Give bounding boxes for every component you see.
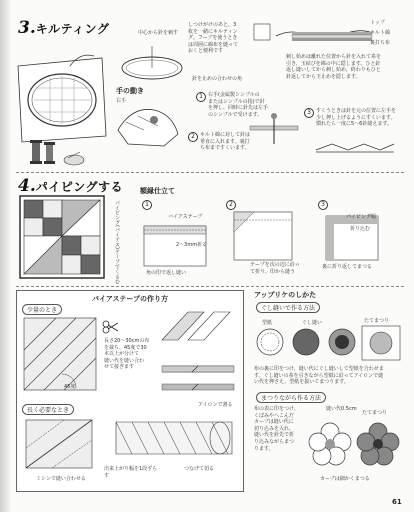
applique-heading: アップリケのしかた <box>254 291 317 299</box>
quilting-start-description: 刺し始めは離れた位置から針を入れて糸を 引き、玉結びを綿の中に隠します。ひと針 返し縫いしてから刺し始め、終わりもひと 針返してから玉止めを隠します。 <box>286 54 382 80</box>
label-allowance-0-5cm: 縫い代0.5cm <box>326 406 357 412</box>
hand-step-1: 右手(金属製シンブルの またはシンブルの指)で針 を押し、同時に針先は左手 のシンブルで受けます。 <box>208 92 269 118</box>
hand-movement-heading: 手の動き <box>116 87 144 95</box>
few-amount-description: 長さ20〜30cmの布 を裁ち、45度で30 本以上が分けて 縫い代を縫い合わ せて接ぎます <box>104 338 150 371</box>
long-amount-heading: 長く必要なとき <box>22 404 74 415</box>
label-iron-press: アイロンで割る <box>198 402 233 408</box>
section-divider-2 <box>16 286 404 287</box>
quilting-hoop-illustration <box>14 48 109 148</box>
note-center: 中心から針を刺す <box>138 30 179 36</box>
page-binding-shadow <box>0 0 10 512</box>
step-3-marker: 3 <box>304 108 314 118</box>
label-shift-width: 出来上がり幅を1段ずらす <box>104 466 158 479</box>
step-2-marker: 2 <box>188 132 198 142</box>
label-gather-stitch: ぐし縫い <box>302 320 323 326</box>
scissors-icon <box>102 320 120 334</box>
step-1-marker: 1 <box>196 92 206 102</box>
hoop-with-hand-illustration <box>118 44 190 82</box>
frame-step-2-caption: テープを次の辺に沿っ て折り、印から縫う <box>250 262 300 275</box>
label-batting: キルト綿 <box>370 30 390 36</box>
section-3-heading <box>18 18 109 38</box>
joining-strips-diagram <box>158 306 238 398</box>
square-fabric-cut-diagram <box>24 418 94 470</box>
applique-method-1-description: 布の裏に印をつけ、縫い代にぐし縫いして型紙を合わせま す。ぐし縫いの糸を引きながら型紙に沿ってアイロンで縫 い代を押さえ、型紙を抜いてまつります。 <box>254 366 384 386</box>
page-number: 61 <box>392 498 402 506</box>
section-4-number: 4. <box>18 176 36 196</box>
label-bias-tape: バイアステープ <box>168 214 203 220</box>
label-blind-stitch-2: たてまつり <box>362 410 388 416</box>
needle-through-layers-illustration <box>246 112 302 152</box>
label-template: 型紙 <box>262 320 273 326</box>
section-4-title: パイピングする <box>35 180 124 194</box>
label-piping-width: パイピング幅 <box>346 214 376 220</box>
piping-side-label: パイピング(バイアス)テープでくるむ <box>114 200 120 284</box>
frame-step-3-marker: 3 <box>318 200 328 210</box>
hand-step-2: キルト綿に対して針は 垂直に入れます。裏打 ち布まですくいます。 <box>200 132 250 152</box>
rocking-stitch-illustration <box>312 138 398 158</box>
few-amount-heading: 少量のとき <box>22 304 62 315</box>
label-pin: 針を止めの合わせの角 <box>192 76 243 82</box>
label-curve-fine-stitch: カーブは細かくまつる <box>320 476 370 482</box>
flower-applique-diagram <box>308 414 404 474</box>
section-3-number: 3. <box>18 18 36 38</box>
applique-method-2-description: 布の表に印をつけ、 くぼみやへこんだ カーブは縫い代に 切り込みを入れ、 縫い代を針先で折 り込みながらまつ ります。 <box>254 406 299 452</box>
thread-spools-icon <box>28 138 88 168</box>
label-45-degrees: 45度 <box>64 384 76 390</box>
label-top: トップ <box>370 20 385 26</box>
label-cut-continuously: つなげて切る <box>184 466 215 472</box>
frame-step-3-caption: 裏に折り返してまつる <box>322 264 373 270</box>
diagonal-fabric-cut-diagram <box>22 316 100 394</box>
frame-step-2-diagram <box>226 206 296 262</box>
gather-stitch-applique-diagram <box>254 318 404 364</box>
label-corner-backstitch: 角の印で返し縫い <box>146 270 187 276</box>
hands-sewing-illustration <box>114 100 184 150</box>
label-fold-in: 折り込む <box>350 226 371 232</box>
frame-step-2-marker: 2 <box>226 200 236 210</box>
frame-finish-heading: 額縁仕立て <box>140 187 175 195</box>
applique-method-2-heading: まつりながら作る方法 <box>256 392 326 403</box>
label-blind-stitch: たてまつり <box>364 318 390 324</box>
quilting-description: しつけがけのあと、3 枚を一緒にキルティン グ。フープを使うとき は周囲に綿布を縫って おくと便利です <box>188 22 239 55</box>
label-backing: 裏打ち布 <box>370 40 391 46</box>
frame-step-1-marker: 1 <box>142 200 152 210</box>
tube-cutting-diagram <box>112 414 236 464</box>
applique-method-1-heading: ぐし縫いで作る方法 <box>256 302 320 313</box>
hand-step-3: すくうときは針を元の位置に左手を 少し押し上げるようにすくいます。 慣れたら一度に5〜6針縫えます。 <box>316 108 397 128</box>
bias-tape-heading: バイアステープの作り方 <box>92 295 169 303</box>
label-machine-sew: ミシンで縫い合わせる <box>36 476 86 482</box>
label-right-hand: 右手 <box>116 98 127 104</box>
quilt-block-illustration <box>20 196 104 278</box>
label-fold-2-3mm: 2〜3mm折る <box>176 242 208 248</box>
section-divider-1 <box>16 172 404 173</box>
section-4-heading <box>18 176 123 196</box>
section-3-title: キルティング <box>35 22 110 36</box>
